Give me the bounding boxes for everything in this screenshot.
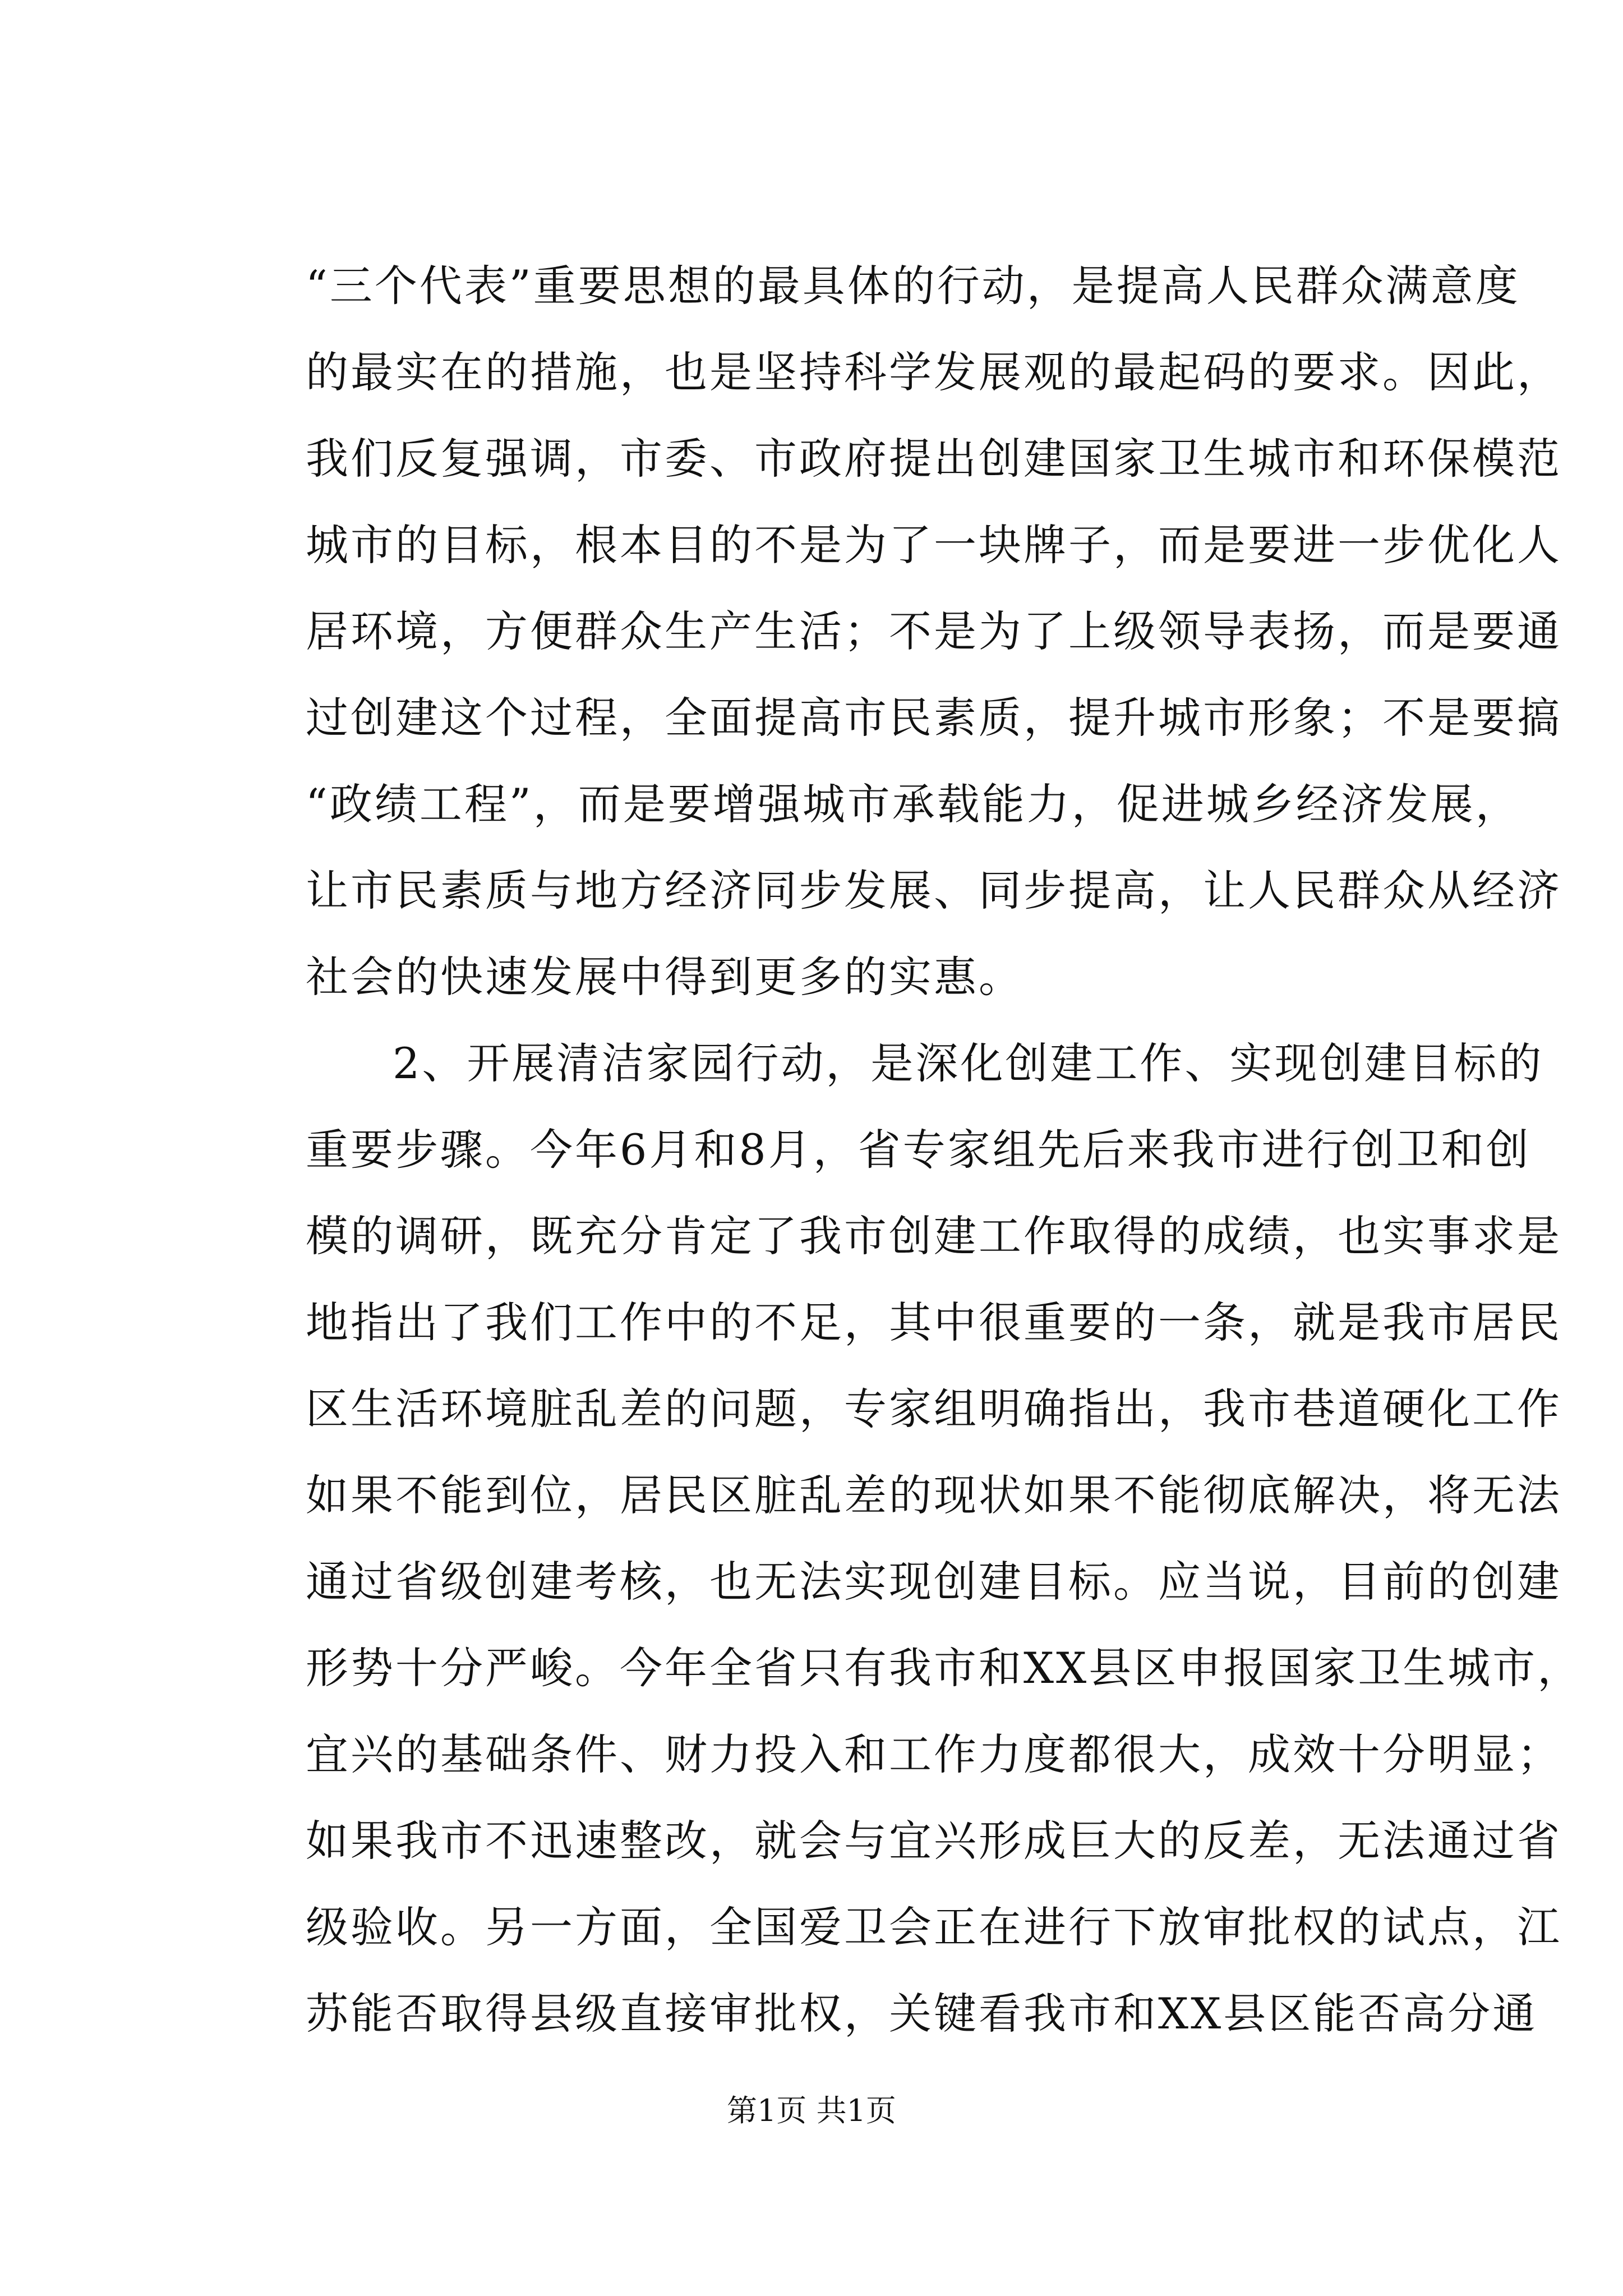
body-text-line: 城市的目标，根本目的不是为了一块牌子，而是要进一步优化人 bbox=[306, 520, 1562, 570]
body-text-line: 模的调研，既充分肯定了我市创建工作取得的成绩，也实事求是 bbox=[306, 1211, 1562, 1261]
body-text-line: 如果我市不迅速整改，就会与宜兴形成巨大的反差，无法通过省 bbox=[306, 1816, 1562, 1866]
body-text-line: 重要步骤。今年6月和8月，省专家组先后来我市进行创卫和创 bbox=[306, 1125, 1531, 1175]
body-text-line: 我们反复强调，市委、市政府提出创建国家卫生城市和环保模范 bbox=[306, 434, 1562, 484]
body-text-line: 级验收。另一方面，全国爱卫会正在进行下放审批权的试点，江 bbox=[306, 1902, 1562, 1952]
body-text-line: “三个代表”重要思想的最具体的行动，是提高人民群众满意度 bbox=[306, 261, 1520, 311]
body-text-line: 宜兴的基础条件、财力投入和工作力度都很大，成效十分明显； bbox=[306, 1729, 1562, 1779]
body-text-line: 苏能否取得县级直接审批权，关键看我市和XX县区能否高分通 bbox=[306, 1989, 1538, 2039]
page-footer: 第1页 共1页 bbox=[727, 2093, 896, 2128]
body-text-line: 让市民素质与地方经济同步发展、同步提高，让人民群众从经济 bbox=[306, 866, 1562, 915]
body-text-line: 通过省级创建考核，也无法实现创建目标。应当说，目前的创建 bbox=[306, 1557, 1562, 1607]
body-text-line: 形势十分严峻。今年全省只有我市和XX县区申报国家卫生城市， bbox=[306, 1643, 1583, 1693]
body-text-line: “政绩工程”，而是要增强城市承载能力，促进城乡经济发展， bbox=[306, 779, 1520, 829]
body-text-line: 如果不能到位，居民区脏乱差的现状如果不能彻底解决，将无法 bbox=[306, 1470, 1562, 1520]
paragraph-first-line: 2、开展清洁家园行动，是深化创建工作、实现创建目标的 bbox=[393, 1038, 1544, 1088]
body-text-line: 社会的快速发展中得到更多的实惠。 bbox=[306, 952, 1023, 1002]
body-text-line: 地指出了我们工作中的不足，其中很重要的一条，就是我市居民 bbox=[306, 1297, 1562, 1347]
body-text-line: 的最实在的措施，也是坚持科学发展观的最起码的要求。因此， bbox=[306, 347, 1562, 397]
body-text-line: 区生活环境脏乱差的问题，专家组明确指出，我市巷道硬化工作 bbox=[306, 1384, 1562, 1434]
body-text-line: 过创建这个过程，全面提高市民素质，提升城市形象；不是要搞 bbox=[306, 693, 1562, 743]
body-text-line: 居环境，方便群众生产生活；不是为了上级领导表扬，而是要通 bbox=[306, 606, 1562, 656]
